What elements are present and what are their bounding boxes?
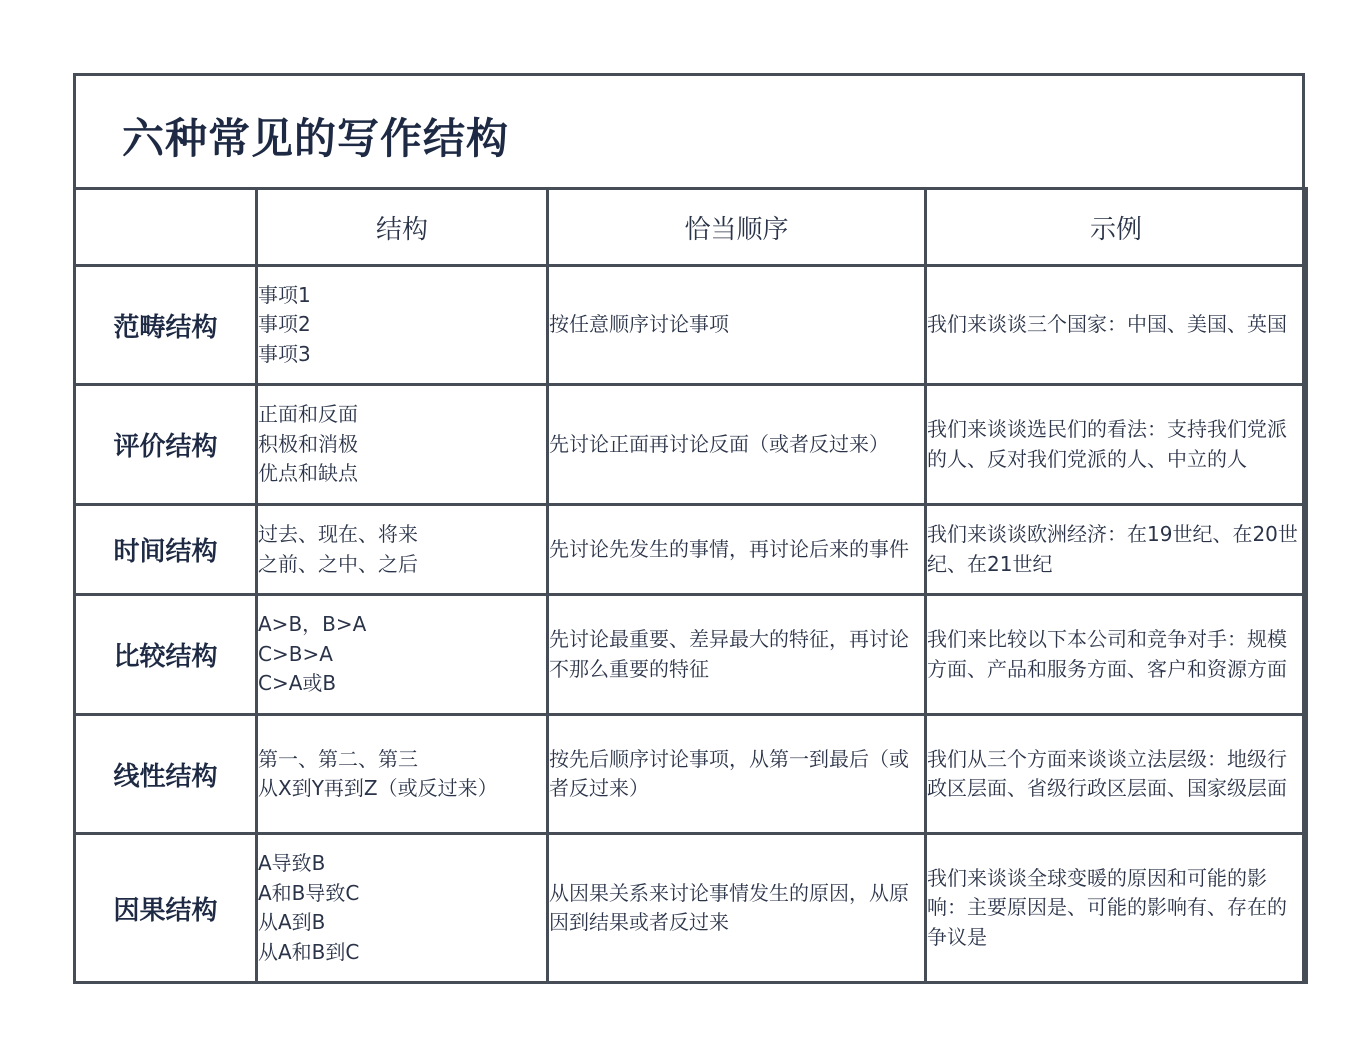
header-example: 示例	[926, 189, 1307, 266]
structure-cell	[257, 385, 548, 505]
structure-line: C>B>A	[258, 641, 333, 666]
row-label: 线性结构	[75, 715, 257, 834]
structure-cell	[257, 266, 548, 385]
example-text: 我们从三个方面来谈谈立法层级：地级行政区层面、省级行政区层面、国家级层面	[927, 746, 1287, 800]
example-text: 我们来谈谈全球变暖的原因和可能的影响：主要原因是、可能的影响有、存在的争议是	[927, 865, 1287, 949]
structure-line: 积极和消极	[258, 431, 358, 456]
structure-line: 优点和缺点	[258, 461, 358, 486]
header-order: 恰当顺序	[548, 189, 926, 266]
example-cell	[926, 834, 1307, 983]
order-text: 按先后顺序讨论事项，从第一到最后（或者反过来）	[549, 746, 909, 800]
example-text: 我们来谈谈选民们的看法：支持我们党派的人、反对我们党派的人、中立的人	[927, 417, 1287, 471]
structures-table-frame	[73, 73, 1305, 984]
row-label: 范畴结构	[75, 266, 257, 385]
row-label: 比较结构	[75, 595, 257, 715]
structure-line: C>A或B	[258, 671, 337, 696]
table-row	[75, 505, 1307, 595]
order-cell	[548, 385, 926, 505]
structure-line: 从X到Y再到Z（或反过来）	[258, 776, 498, 800]
order-cell	[548, 834, 926, 983]
example-cell	[926, 505, 1307, 595]
table-row	[75, 385, 1307, 505]
structure-line: 从A和B到C	[258, 939, 360, 964]
structure-line: 正面和反面	[258, 402, 358, 427]
example-cell	[926, 266, 1307, 385]
order-text: 先讨论先发生的事情，再讨论后来的事件	[549, 536, 909, 561]
order-text: 按任意顺序讨论事项	[549, 312, 729, 337]
order-cell	[548, 266, 926, 385]
structure-line: 事项3	[258, 341, 311, 366]
structure-cell	[257, 715, 548, 834]
example-cell	[926, 715, 1307, 834]
example-text: 我们来谈谈欧洲经济：在19世纪、在20世纪、在21世纪	[927, 522, 1298, 576]
example-text: 我们来谈谈三个国家：中国、美国、英国	[927, 312, 1287, 337]
order-text: 先讨论正面再讨论反面（或者反过来）	[549, 431, 889, 456]
structure-cell	[257, 595, 548, 715]
example-cell	[926, 595, 1307, 715]
table-row	[75, 715, 1307, 834]
structure-line: A>B，B>A	[258, 612, 367, 637]
header-row	[75, 189, 1307, 266]
table-row	[75, 834, 1307, 983]
order-cell	[548, 715, 926, 834]
structure-line: 过去、现在、将来	[258, 522, 418, 546]
structure-cell	[257, 505, 548, 595]
row-label: 因果结构	[75, 834, 257, 983]
order-cell	[548, 505, 926, 595]
page-title: 六种常见的写作结构	[122, 114, 510, 163]
header-empty	[75, 189, 257, 266]
structure-line: 事项2	[258, 312, 311, 337]
structure-line: 之前、之中、之后	[258, 551, 418, 576]
structure-line: 事项1	[258, 282, 311, 307]
structure-line: A导致B	[258, 851, 326, 875]
structure-cell	[257, 834, 548, 983]
header-structure: 结构	[257, 189, 548, 266]
structure-line: A和B导致C	[258, 880, 360, 905]
structure-line: 第一、第二、第三	[258, 746, 418, 771]
table-row	[75, 266, 1307, 385]
row-label: 评价结构	[75, 385, 257, 505]
order-cell	[548, 595, 926, 715]
row-label: 时间结构	[75, 505, 257, 595]
table-row	[75, 595, 1307, 715]
example-text: 我们来比较以下本公司和竞争对手：规模方面、产品和服务方面、客户和资源方面	[927, 627, 1287, 681]
order-text: 先讨论最重要、差异最大的特征，再讨论不那么重要的特征	[549, 627, 909, 681]
title-cell	[76, 76, 1302, 190]
structures-table	[73, 187, 1308, 984]
structure-line: 从A到B	[258, 910, 326, 934]
order-text: 从因果关系来讨论事情发生的原因，从原因到结果或者反过来	[549, 880, 909, 934]
example-cell	[926, 385, 1307, 505]
